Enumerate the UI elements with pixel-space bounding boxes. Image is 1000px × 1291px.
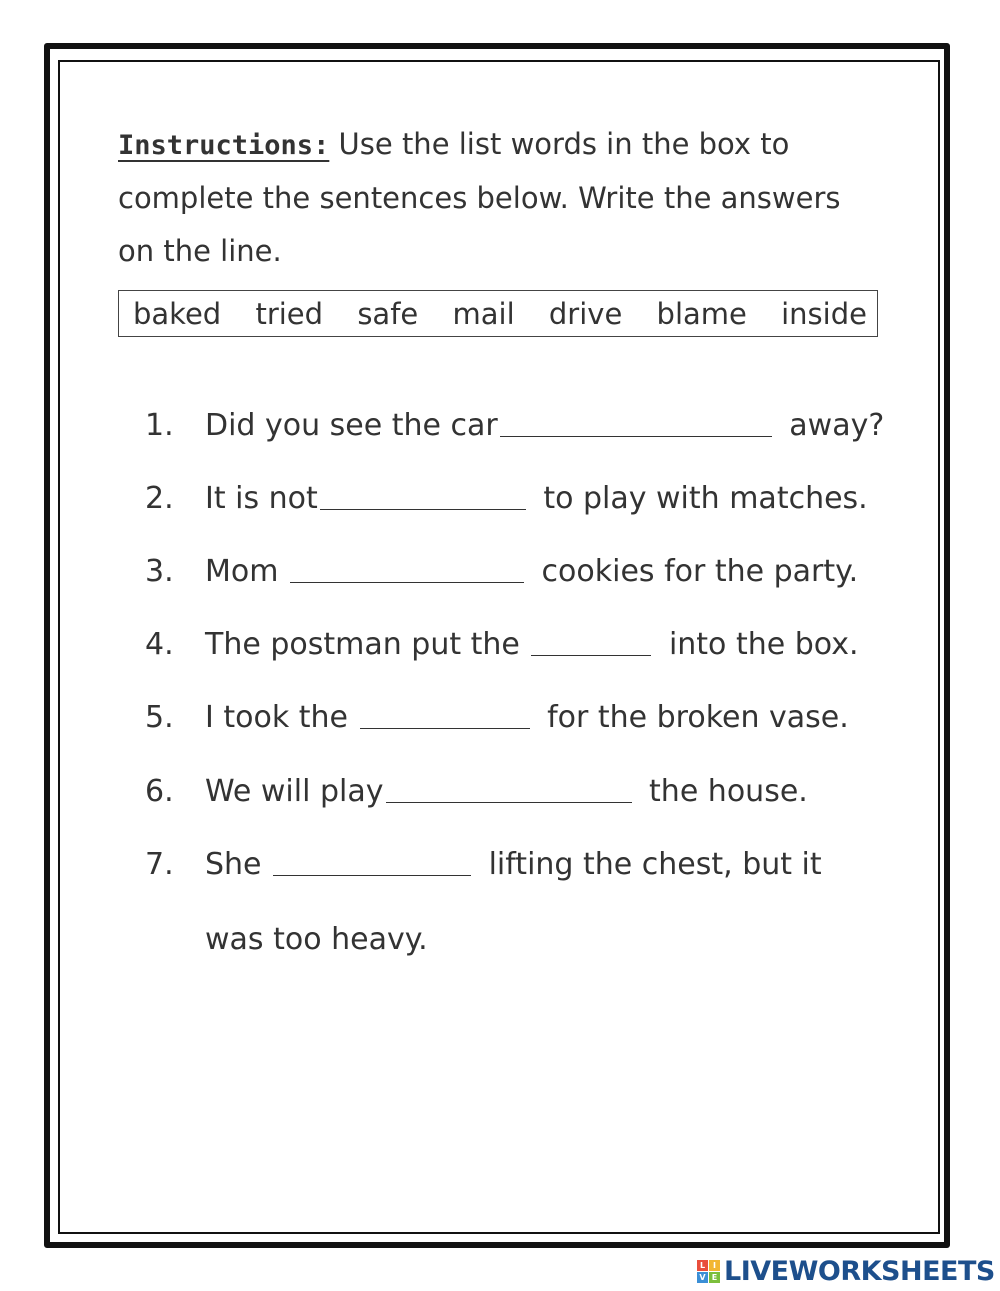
logo-text: LIVEWORKSHEETS (724, 1256, 995, 1287)
word-bank-item: mail (452, 296, 515, 331)
question-text: I took the (205, 700, 358, 735)
question-7-continuation: was too heavy. (205, 922, 428, 957)
question-7 (145, 847, 822, 882)
question-number: 6. (145, 774, 174, 809)
question-3 (145, 554, 858, 589)
question-text: Did you see the car (205, 408, 498, 443)
word-bank-item: inside (781, 296, 867, 331)
word-bank (118, 290, 878, 337)
instructions (118, 118, 878, 278)
answer-blank-4[interactable] (531, 654, 651, 656)
answer-blank-2[interactable] (320, 508, 526, 510)
logo-tile: E (709, 1272, 720, 1283)
word-bank-item: baked (133, 296, 222, 331)
question-text: She (205, 847, 272, 882)
instructions-label: Instructions: (118, 130, 330, 161)
question-text: to play with matches. (533, 481, 868, 516)
instructions-text: Use the list words in the box to complete the sentences below. Write the answers on the line. (118, 127, 841, 268)
question-number: 3. (145, 554, 174, 589)
question-text: The postman put the (205, 627, 530, 662)
answer-blank-7[interactable] (273, 874, 471, 876)
liveworksheets-logo[interactable] (697, 1256, 995, 1287)
logo-tile: L (697, 1260, 708, 1271)
question-number: 2. (145, 481, 174, 516)
question-number: 1. (145, 408, 174, 443)
question-2 (145, 481, 868, 516)
question-text: the house. (639, 774, 808, 809)
logo-tiles-icon (697, 1260, 720, 1283)
question-text: away? (779, 408, 885, 443)
question-text: lifting the chest, but it (479, 847, 822, 882)
question-number: 7. (145, 847, 174, 882)
question-4 (145, 627, 858, 662)
answer-blank-3[interactable] (290, 581, 524, 583)
word-bank-item: tried (255, 296, 324, 331)
question-text: cookies for the party. (532, 554, 859, 589)
word-bank-item: drive (548, 296, 623, 331)
question-5 (145, 700, 849, 735)
word-bank-item: safe (357, 296, 419, 331)
question-6 (145, 774, 808, 809)
question-text: Mom (205, 554, 288, 589)
logo-tile: V (697, 1272, 708, 1283)
answer-blank-5[interactable] (360, 727, 530, 729)
answer-blank-6[interactable] (386, 801, 632, 803)
answer-blank-1[interactable] (500, 435, 772, 437)
question-text: for the broken vase. (537, 700, 849, 735)
word-bank-item: blame (656, 296, 747, 331)
question-text: It is not (205, 481, 318, 516)
logo-tile: I (709, 1260, 720, 1271)
question-text: into the box. (659, 627, 859, 662)
question-number: 5. (145, 700, 174, 735)
question-number: 4. (145, 627, 174, 662)
question-1 (145, 408, 884, 443)
question-text: We will play (205, 774, 384, 809)
